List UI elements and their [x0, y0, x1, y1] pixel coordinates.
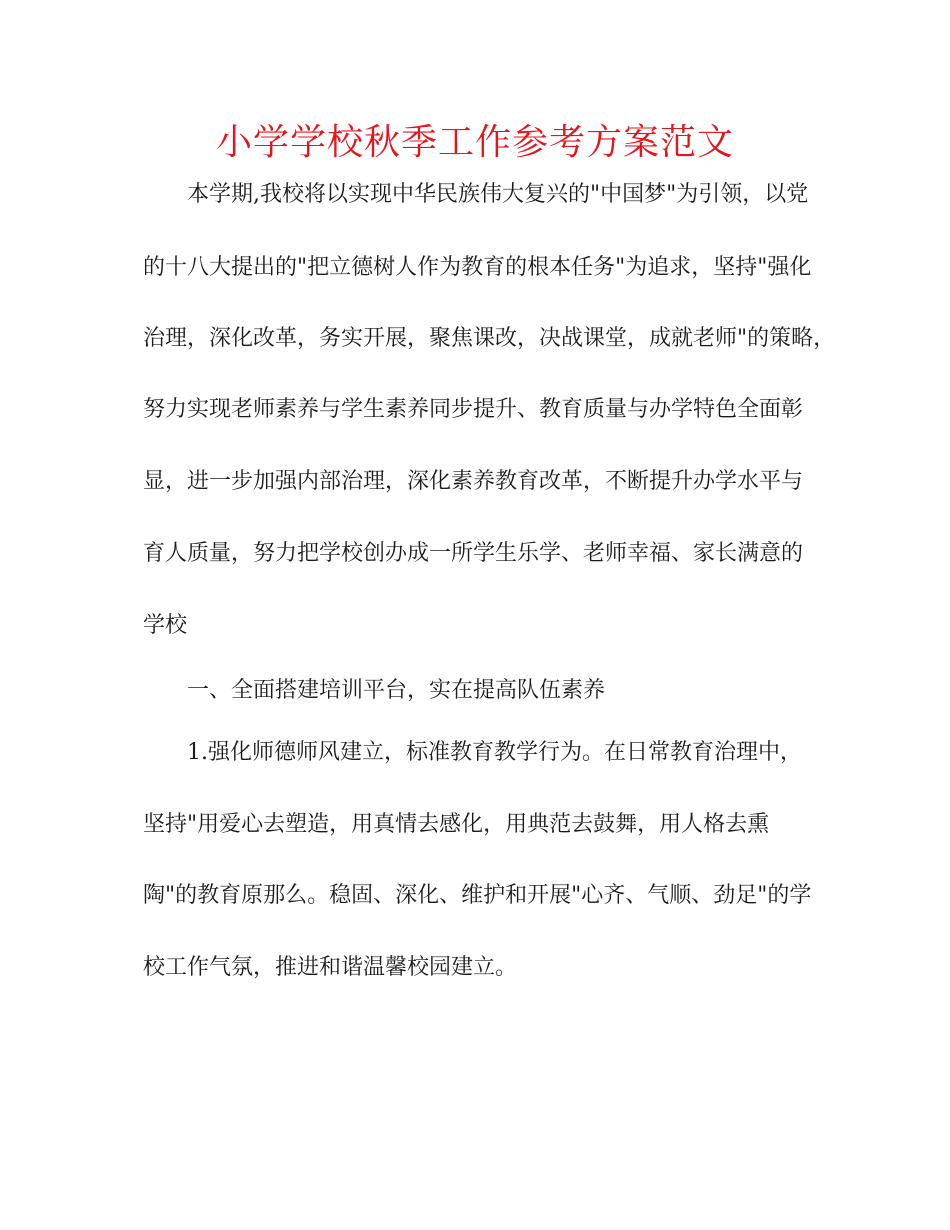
paragraph-line: 育人质量，努力把学校创办成一所学生乐学、老师幸福、家长满意的	[143, 541, 804, 566]
paragraph-line: 1.强化师德师风建立，标准教育教学行为。在日常教育治理中，	[187, 740, 802, 765]
paragraph-line: 陶"的教育原那么。稳固、深化、维护和开展"心齐、气顺、劲足"的学	[143, 883, 812, 908]
document-title: 小学学校秋季工作参考方案范文	[215, 122, 734, 163]
paragraph-line: 治理，深化改革，务实开展，聚焦课改，决战课堂，成就老师"的策略，	[143, 326, 836, 351]
section-heading: 一、全面搭建培训平台，实在提高队伍素养	[187, 678, 606, 703]
paragraph-line: 的十八大提出的"把立德树人作为教育的根本任务"为追求，坚持"强化	[143, 255, 812, 280]
paragraph-line: 本学期,我校将以实现中华民族伟大复兴的"中国梦"为引领，以党	[187, 182, 809, 207]
paragraph-line: 坚持"用爱心去塑造，用真情去感化，用典范去鼓舞，用人格去熏	[143, 812, 770, 837]
paragraph-line: 努力实现老师素养与学生素养同步提升、教育质量与办学特色全面彰	[143, 397, 804, 422]
paragraph-line: 校工作气氛，推进和谐温馨校园建立。	[143, 955, 518, 980]
paragraph-line: 显，进一步加强内部治理，深化素养教育改革，不断提升办学水平与	[143, 469, 804, 494]
paragraph-line: 学校	[143, 613, 188, 638]
